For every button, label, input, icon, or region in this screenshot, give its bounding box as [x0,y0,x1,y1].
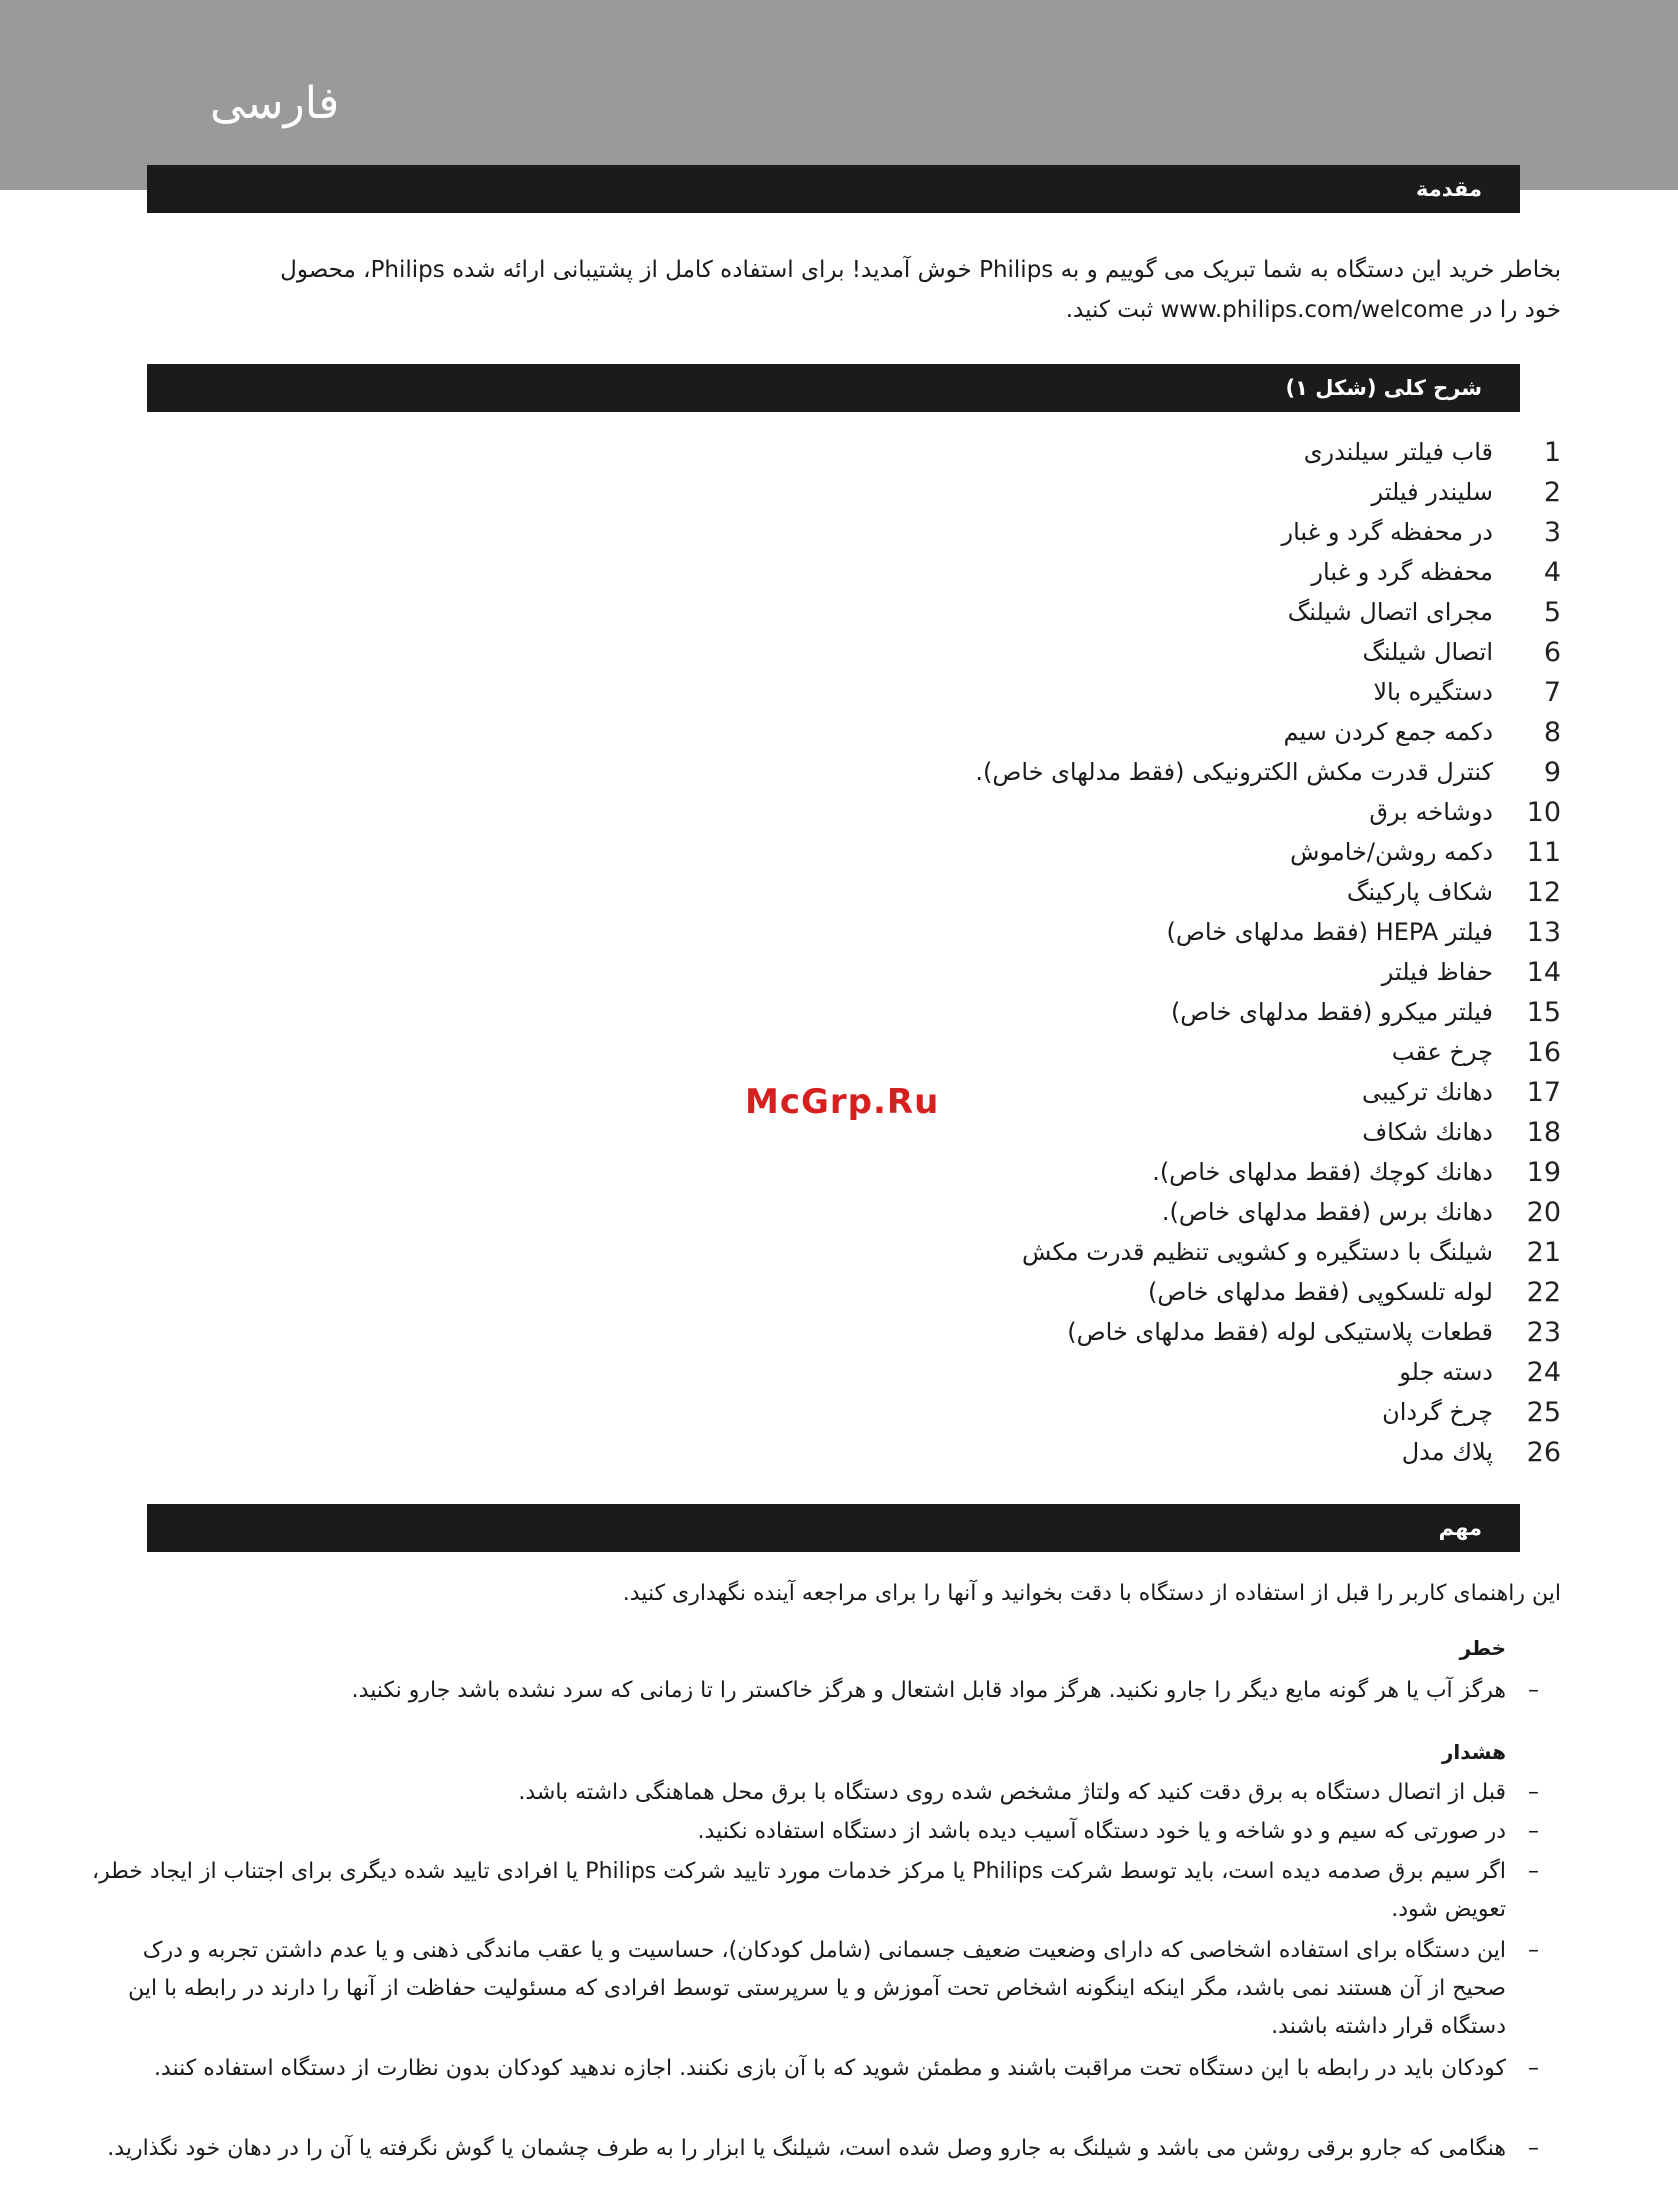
part-number: 4 [1543,556,1561,588]
section-bar-intro [147,165,1520,213]
bullet-dash: – [1528,2056,1539,2081]
bullet-dash: – [1528,1780,1539,1805]
parts-list-item [461,832,1561,872]
parts-list-item [461,1112,1561,1152]
section-bar-overview [147,364,1520,412]
part-number: 20 [1526,1196,1561,1228]
part-label: اتصال شیلنگ [1362,638,1493,666]
part-label: در محفظه گرد و غبار [1281,518,1493,546]
part-number: 13 [1526,916,1561,948]
parts-list-item [461,992,1561,1032]
part-number: 3 [1543,516,1561,548]
important-intro: این راهنمای کاربر را قبل از استفاده از دستگاه با دقت بخوانید و آنها را برای مراجعه آینده نگهداری کنید. [622,1581,1561,1606]
intro-line-2: خود را در www.philips.com/welcome ثبت کنید. [1065,297,1561,323]
parts-list-item [461,872,1561,912]
parts-list-item [461,952,1561,992]
parts-list-item [461,1392,1561,1432]
bullet-dash: – [1528,1859,1539,1884]
part-number: 6 [1543,636,1561,668]
bullet-item [91,1932,1561,2046]
parts-list-item [461,712,1561,752]
parts-list-item [461,1152,1561,1192]
bullet-text: این دستگاه برای استفاده اشخاصی که دارای وضعیت ضعیف جسمانی (شامل کودکان)، حساسیت و یا عقب ماندگی ذهنی و یا عدم داشتن تجربه و درک صحیح از آن هستند نمی باشد، مگر اینکه اینگونه اشخاص تحت آموزش و یا سرپرستی توسط افرادی که مسئولیت حفاظت از آنها را دارند در رابطه با این دستگاه قرار داشته باشند. [128,1938,1506,2039]
warning-heading: هشدار [1441,1740,1506,1764]
part-number: 11 [1526,836,1561,868]
part-label: دهانك شكاف [1362,1118,1493,1146]
bullet-text: اگر سیم برق صدمه دیده است، باید توسط شرکت Philips یا مرکز خدمات مورد تایید شرکت Philips یا افرادی تایید شده دیگری برای اجتناب از ایجاد خطر، تعویض شود. [92,1859,1506,1922]
part-label: مجرای اتصال شیلنگ [1287,598,1493,626]
parts-list-item [461,552,1561,592]
part-label: سلیندر فیلتر [1371,478,1493,506]
part-label: دهانك برس (فقط مدلهای خاص). [1161,1198,1493,1226]
language-title: فارسی [210,78,340,129]
part-number: 7 [1543,676,1561,708]
danger-heading: خطر [1459,1636,1506,1660]
parts-list-item [461,912,1561,952]
bullet-item [91,2130,1561,2168]
parts-list-item [461,792,1561,832]
intro-paragraph [151,250,1561,330]
parts-list-item [461,1352,1561,1392]
parts-list-item [461,632,1561,672]
part-number: 23 [1526,1316,1561,1348]
part-number: 18 [1526,1116,1561,1148]
bullet-dash: – [1528,1819,1539,1844]
bullet-text: هرگز آب یا هر گونه مایع دیگر را جارو نکنید. هرگز مواد قابل اشتعال و هرگز خاکستر را تا زمانی که سرد نشده باشد جارو نکنید. [351,1678,1506,1703]
parts-list-item [461,472,1561,512]
part-number: 26 [1526,1436,1561,1468]
part-label: کنترل قدرت مکش الکترونیکی (فقط مدلهای خاص). [975,758,1493,786]
parts-list-item [461,1032,1561,1072]
parts-list-item [461,1192,1561,1232]
parts-list [461,432,1561,1472]
part-number: 16 [1526,1036,1561,1068]
part-number: 14 [1526,956,1561,988]
section-title-overview: شرح کلی (شکل ۱) [1285,376,1482,400]
part-label: حفاظ فیلتر [1381,958,1493,986]
part-label: دوشاخه برق [1369,798,1493,826]
part-number: 5 [1543,596,1561,628]
parts-list-item [461,432,1561,472]
part-label: شیلنگ با دستگیره و کشویی تنظیم قدرت مکش [1021,1238,1493,1266]
bullet-dash: – [1528,1678,1539,1703]
part-label: چرخ عقب [1391,1038,1493,1066]
parts-list-item [461,1432,1561,1472]
parts-list-item [461,672,1561,712]
bullet-item [91,2050,1561,2088]
parts-list-item [461,1232,1561,1272]
part-label: قاب فیلتر سیلندری [1303,438,1493,466]
part-number: 25 [1526,1396,1561,1428]
bullet-item [91,1813,1561,1851]
part-number: 12 [1526,876,1561,908]
intro-line-1: بخاطر خرید این دستگاه به شما تبریک می گوییم و به Philips خوش آمدید! برای استفاده کامل از پشتیبانی ارائه شده Philips، محصول [280,257,1561,283]
part-label: دکمه روشن/خاموش [1290,838,1493,866]
part-number: 21 [1526,1236,1561,1268]
part-number: 22 [1526,1276,1561,1308]
part-label: شکاف پارکینگ [1346,878,1493,906]
part-number: 8 [1543,716,1561,748]
part-label: پلاك مدل [1401,1438,1493,1466]
section-bar-important [147,1504,1520,1552]
part-label: لوله تلسکوپی (فقط مدلهای خاص) [1148,1278,1493,1306]
watermark: McGrp.Ru [745,1082,940,1122]
section-title-intro: مقدمة [1416,177,1482,201]
bullet-item [91,1853,1561,1929]
part-label: قطعات پلاستیکی لوله (فقط مدلهای خاص) [1067,1318,1493,1346]
parts-list-item [461,512,1561,552]
parts-list-item [461,592,1561,632]
part-label: فیلتر میکرو (فقط مدلهای خاص) [1170,998,1493,1026]
part-number: 2 [1543,476,1561,508]
part-label: دهانك كوچك (فقط مدلهای خاص). [1152,1158,1493,1186]
part-label: دستگیره بالا [1373,678,1493,706]
bullet-dash: – [1528,1938,1539,1963]
part-label: دهانك تركیبی [1361,1078,1493,1106]
part-label: دکمه جمع کردن سیم [1283,718,1493,746]
part-number: 15 [1526,996,1561,1028]
parts-list-item [461,1312,1561,1352]
bullet-text: هنگامی که جارو برقی روشن می باشد و شیلنگ به جارو وصل شده است، شیلنگ یا ابزار را به طرف چشمان یا گوش نگرفته یا آن را در دهان خود نگذارید. [107,2136,1506,2161]
section-title-important: مهم [1438,1516,1482,1540]
bullet-dash: – [1528,2136,1539,2161]
parts-list-item [461,1072,1561,1112]
parts-list-item [461,1272,1561,1312]
part-number: 24 [1526,1356,1561,1388]
part-label: چرخ گردان [1382,1398,1493,1426]
bullet-text: کودکان باید در رابطه با این دستگاه تحت مراقبت باشند و مطمئن شوید که با آن بازی نکنند. اجازه ندهید کودکان بدون نظارت از دستگاه استفاده کنند. [153,2056,1506,2081]
bullet-text: قبل از اتصال دستگاه به برق دقت کنید که ولتاژ مشخص شده روی دستگاه با برق محل هماهنگی داشته باشد. [518,1780,1506,1805]
part-number: 1 [1543,436,1561,468]
bullet-item [91,1672,1561,1710]
bullet-text: در صورتی که سیم و دو شاخه و یا خود دستگاه آسیب دیده باشد از دستگاه استفاده نکنید. [697,1819,1506,1844]
part-number: 17 [1526,1076,1561,1108]
bullet-item [91,1774,1561,1812]
part-number: 10 [1526,796,1561,828]
parts-list-item [461,752,1561,792]
part-label: محفظه گرد و غبار [1311,558,1493,586]
part-number: 9 [1543,756,1561,788]
part-label: فیلتر HEPA (فقط مدلهای خاص) [1166,918,1493,946]
part-number: 19 [1526,1156,1561,1188]
part-label: دسته جلو [1399,1358,1493,1386]
